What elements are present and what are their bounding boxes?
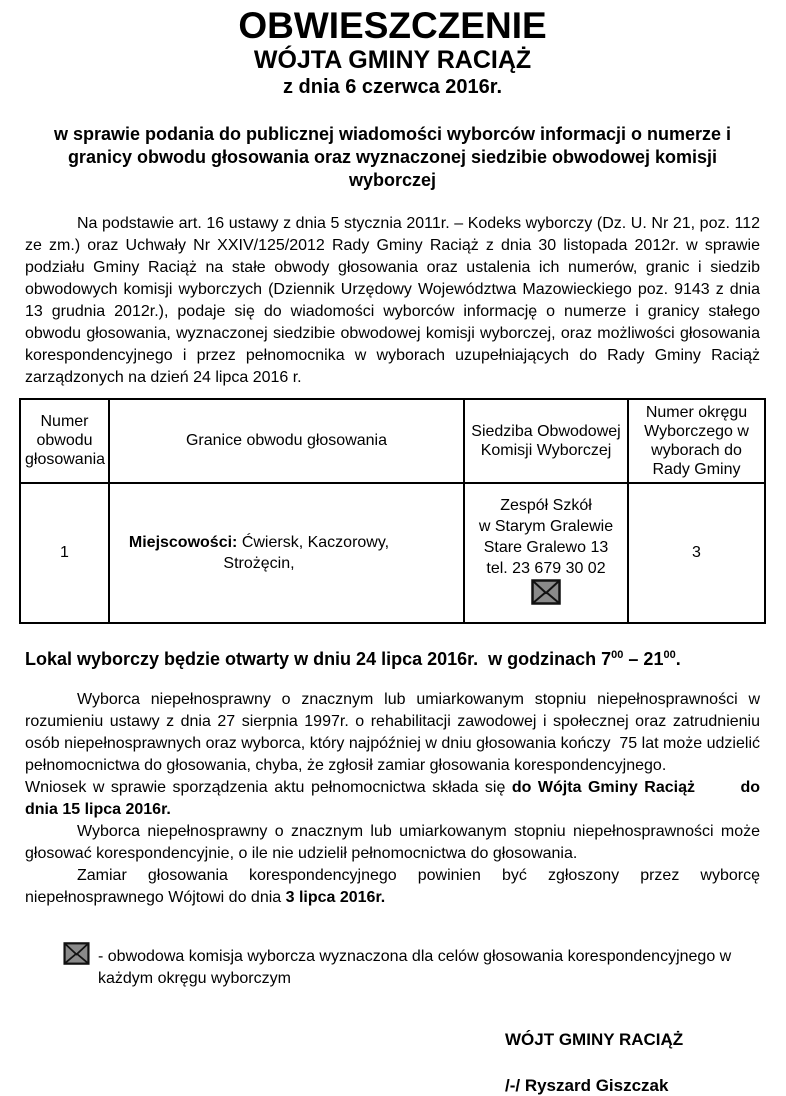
cell-boundaries [109, 483, 464, 623]
opening-hours-text: Lokal wyborczy będzie otwarty w dniu 24 lipca 2016r. w godzinach 7 [25, 648, 612, 669]
signature-title: WÓJT GMINY RACIĄŻ [505, 1029, 684, 1049]
legend-text: - obwodowa komisja wyborcza wyznaczona dla celów głosowania korespondencyjnego w każdym okręgu wyborczym [98, 947, 732, 987]
opening-hours-line [25, 648, 760, 670]
opening-hours-dash: – 21 [623, 648, 664, 669]
boundaries-value: Ćwiersk, Kaczorowy, Strożęcin, [223, 533, 390, 572]
signature-block [505, 1030, 765, 1096]
seat-line: Zespół Szkół [500, 497, 592, 515]
paragraph-correspondence-voting: Wyborca niepełnosprawny o znacznym lub umiarkowanym stopniu niepełnosprawności może głosować korespondencyjnie, o ile nie udzielił pełnomocnictwa do głosowania. [25, 822, 760, 862]
hours-superscript: 00 [663, 648, 676, 661]
header-numer-obwodu: Numer obwodu głosowania [20, 399, 109, 483]
seat-line: w Starym Gralewie [478, 518, 614, 536]
boundaries-text [114, 532, 404, 574]
cell-commission-seat [464, 483, 628, 623]
cell-district-number: 1 [20, 483, 109, 623]
paragraph-correspondence-intention: Zamiar głosowania korespondencyjnego powinien być zgłoszony przez wyborcę niepełnosprawnego Wójtowi do dnia 3 lipca 2016r. [25, 866, 760, 906]
boundaries-label: Miejscowości: [128, 533, 238, 551]
envelope-icon [63, 942, 90, 972]
page-subtitle: WÓJTA GMINY RACIĄŻ [253, 45, 532, 74]
table-header-row [20, 399, 765, 483]
seat-line: tel. 23 679 30 02 [486, 560, 606, 578]
subject-paragraph: w sprawie podania do publicznej wiadomości wyborców informacji o numerze i granicy obwodu głosowania oraz wyznaczonej siedzibie obwodowej komisji wyborczej [53, 123, 732, 190]
signature-name: /-/ Ryszard Giszczak [505, 1075, 669, 1095]
seat-line: Stare Gralewo 13 [483, 539, 609, 557]
envelope-legend [63, 942, 760, 990]
hours-superscript: 00 [611, 648, 624, 661]
document-date: z dnia 6 czerwca 2016r. [282, 75, 503, 98]
envelope-icon [531, 579, 561, 610]
cell-ward-number: 3 [628, 483, 765, 623]
table-row [20, 483, 765, 623]
opening-hours-period: . [675, 648, 681, 669]
header-numer-okregu: Numer okręgu Wyborczego w wyborach do Rady Gminy [628, 399, 765, 483]
header-siedziba-komisji: Siedziba Obwodowej Komisji Wyborczej [464, 399, 628, 483]
page-title: OBWIESZCZENIE [238, 5, 547, 46]
paragraph-proxy-request: Wniosek w sprawie sporządzenia aktu pełnomocnictwa składa się do Wójta Gminy Raciąż do dnia 15 lipca 2016r. [25, 778, 761, 818]
header-granice-obwodu: Granice obwodu głosowania [109, 399, 464, 483]
paragraph-disability-proxy: Wyborca niepełnosprawny o znacznym lub umiarkowanym stopniu niepełnosprawności w rozumieniu ustawy z dnia 27 sierpnia 1997r. o rehabilitacji zawodowej i społecznej oraz zatrudnieniu osób niepełnosprawnych oraz wyborca, który najpóźniej w dniu głosowania kończy 75 lat może udzielić pełnomocnictwa do głosowania, chyba, że zgłosił zamiar głosowania korespondencyjnego. [25, 690, 760, 774]
legal-basis-paragraph: Na podstawie art. 16 ustawy z dnia 5 stycznia 2011r. – Kodeks wyborczy (Dz. U. Nr 21, poz. 112 ze zm.) oraz Uchwały Nr XXIV/125/2012 Rady Gminy Raciąż z dnia 30 listopada 2012r. w sprawie podziału Gminy Raciąż na stałe obwody głosowania oraz ustalenia ich numerów, granic i siedzib obwodowych komisji wyborczych (Dziennik Urzędowy Województwa Mazowieckiego poz. 9143 z dnia 13 grudnia 2012r.), podaje się do wiadomości wyborców informację o numerze i granicy stałego obwodu głosowania, wyznaczonej siedzibie obwodowej komisji wyborczej, oraz możliwości głosowania korespondencyjnego i przez pełnomocnika w wyborach uzupełniających do Rady Gminy Raciąż zarządzonych na dzień 24 lipca 2016 r. [25, 214, 760, 386]
polling-district-table [19, 398, 766, 624]
